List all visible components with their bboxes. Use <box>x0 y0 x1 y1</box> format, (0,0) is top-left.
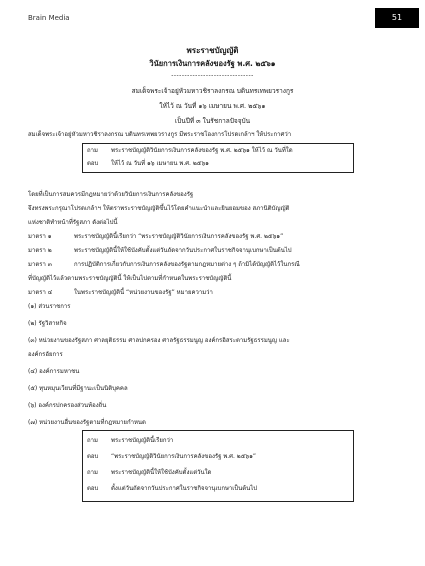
section-2 <box>28 247 292 255</box>
list-item: (๔) องค์การมหาชน <box>28 368 80 375</box>
list-item: (๒) รัฐวิสาหกิจ <box>28 320 67 327</box>
section-text: พระราชบัญญัตินี้เรียกว่า “พระราชบัญญัติวินัยการเงินการคลังของรัฐ พ.ศ. ๒๕๖๑” <box>74 233 284 240</box>
preamble-king: สมเด็จพระเจ้าอยู่หัวมหาวชิราลงกรณ บดินทรเทพยวรางกูร <box>131 87 294 95</box>
section-text: พระราชบัญญัตินี้ให้ใช้บังคับตั้งแต่วันถัดจากวันประกาศในราชกิจจานุเบกษาเป็นต้นไป <box>74 247 292 254</box>
qa-row <box>87 437 173 445</box>
qa-answer-label: ตอบ <box>87 453 99 460</box>
section-4 <box>28 289 213 297</box>
section-label: มาตรา ๔ <box>28 289 53 296</box>
qa-question-label: ถาม <box>87 147 98 154</box>
section-label: มาตรา ๒ <box>28 247 52 254</box>
qa-row <box>87 469 211 477</box>
list-item: องค์กรอัยการ <box>28 351 63 358</box>
qa-row <box>87 453 256 461</box>
qa-question-text: พระราชบัญญัติวินัยการเงินการคลังของรัฐ พ.ศ. ๒๕๖๑ ให้ไว้ ณ วันที่ใด <box>111 147 293 154</box>
qa-box-2 <box>82 430 354 502</box>
qa-row <box>87 485 257 493</box>
section-label: มาตรา ๓ <box>28 261 52 268</box>
qa-box-1 <box>82 143 354 173</box>
page-number-badge: 51 <box>375 8 419 28</box>
qa-answer-text: ให้ไว้ ณ วันที่ ๑๖ เมษายน พ.ศ. ๒๕๖๑ <box>111 160 209 167</box>
section-3 <box>28 261 300 269</box>
qa-question-text: พระราชบัญญัตินี้ให้ใช้บังคับตั้งแต่วันใด <box>111 469 212 476</box>
list-item: (๑) ส่วนราชการ <box>28 303 71 310</box>
body-paragraph-1: โดยที่เป็นการสมควรมีกฎหมายว่าด้วยวินัยการเงินการคลังของรัฐ <box>28 191 194 198</box>
section-label: มาตรา ๑ <box>28 233 52 240</box>
qa-question-label: ถาม <box>87 437 98 444</box>
list-item: (๗) หน่วยงานอื่นของรัฐตามที่กฎหมายกำหนด <box>28 419 146 426</box>
preamble-given: ให้ไว้ ณ วันที่ ๑๖ เมษายน พ.ศ. ๒๕๖๑ <box>159 102 266 110</box>
qa-row <box>87 160 209 168</box>
preamble-proclamation: สมเด็จพระเจ้าอยู่หัวมหาวชิราลงกรณ บดินทรเทพยวรางกูร มีพระราชโองการโปรดเกล้าฯ ให้ประกาศว่า <box>28 131 292 138</box>
body-paragraph-2: จึงทรงพระกรุณาโปรดเกล้าฯ ให้ตราพระราชบัญญัติขึ้นไว้โดยคำแนะนำและยินยอมของ สภานิติบัญญัติ <box>28 205 290 212</box>
title-divider: ------------------------------- <box>171 72 254 79</box>
section-1 <box>28 233 283 241</box>
list-item: (๓) หน่วยงานของรัฐสภา ศาลยุติธรรม ศาลปกครอง ศาลรัฐธรรมนูญ องค์กรอิสระตามรัฐธรรมนูญ และ <box>28 337 290 344</box>
qa-answer-text: “พระราชบัญญัติวินัยการเงินการคลังของรัฐ พ.ศ. ๒๕๖๑” <box>111 453 257 460</box>
list-item: (๖) องค์กรปกครองส่วนท้องถิ่น <box>28 402 107 409</box>
brand-label: Brain Media <box>28 14 70 22</box>
qa-row <box>87 147 293 155</box>
qa-answer-label: ตอบ <box>87 160 99 167</box>
section-text: การปฏิบัติการเกี่ยวกับการเงินการคลังของรัฐตามกฎหมายต่าง ๆ ถ้ามิได้บัญญัติไว้ในกรณี <box>74 261 300 268</box>
title-line-2: วินัยการเงินการคลังของรัฐ พ.ศ. ๒๕๖๑ <box>149 59 276 68</box>
qa-answer-text: ตั้งแต่วันถัดจากวันประกาศในราชกิจจานุเบกษาเป็นต้นไป <box>111 485 258 492</box>
qa-answer-label: ตอบ <box>87 485 99 492</box>
list-item: (๕) ทุนหมุนเวียนที่มีฐานะเป็นนิติบุคคล <box>28 385 128 392</box>
body-paragraph-3: แห่งชาติทำหน้าที่รัฐสภา ดังต่อไปนี้ <box>28 219 118 226</box>
section-text: ในพระราชบัญญัตินี้ “หน่วยงานของรัฐ” หมายความว่า <box>74 289 213 296</box>
qa-question-text: พระราชบัญญัตินี้เรียกว่า <box>111 437 174 444</box>
preamble-year: เป็นปีที่ ๓ ในรัชกาลปัจจุบัน <box>174 117 251 125</box>
qa-question-label: ถาม <box>87 469 98 476</box>
title-line-1: พระราชบัญญัติ <box>186 46 239 55</box>
section-3-continuation: ที่บัญญัติไว้แล้วตามพระราชบัญญัตินี้ ให้เป็นไปตามที่กำหนดในพระราชบัญญัตินี้ <box>28 275 232 282</box>
